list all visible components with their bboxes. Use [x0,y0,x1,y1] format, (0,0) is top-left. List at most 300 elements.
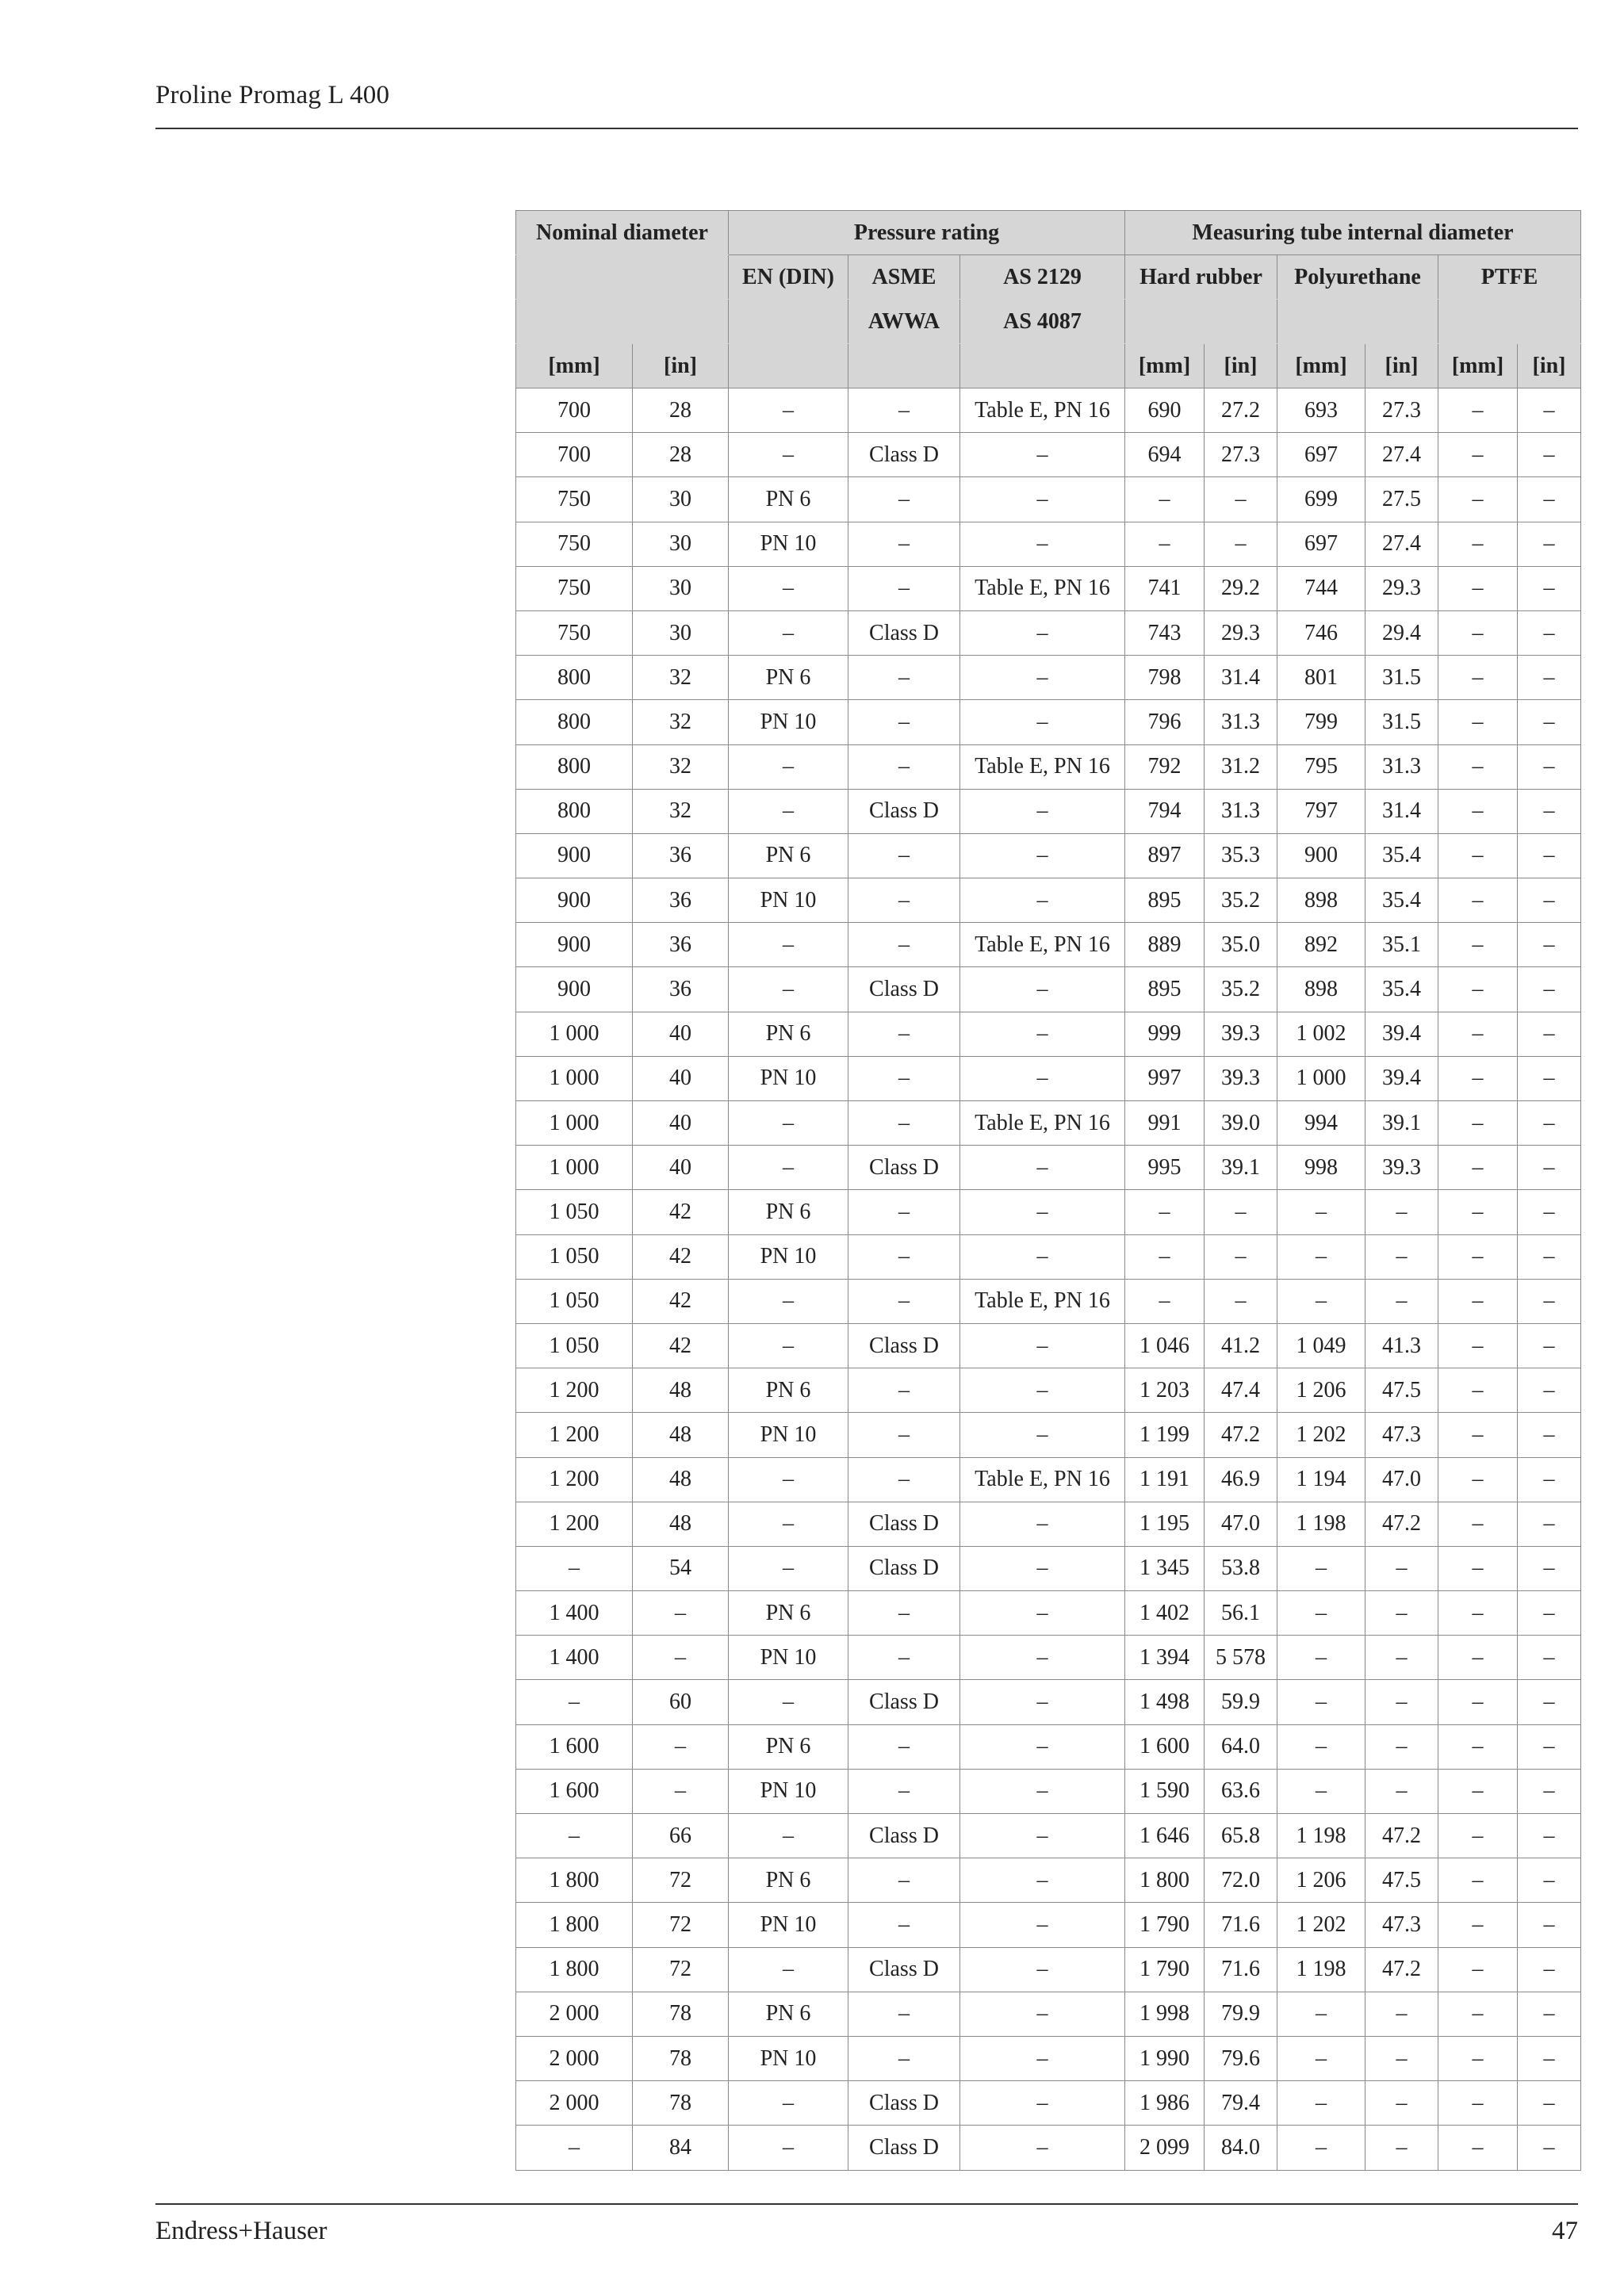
cell-asme-awwa: – [848,1992,960,2036]
cell-nominal-mm: 1 400 [516,1591,633,1636]
cell-en-din: PN 10 [729,1234,848,1279]
cell-ptfe-mm: – [1438,967,1518,1012]
cell-en-din: – [729,1146,848,1190]
cell-nominal-mm: – [516,1680,633,1724]
cell-ptfe-in: – [1518,833,1581,878]
cell-en-din: PN 6 [729,1992,848,2036]
cell-ptfe-in: – [1518,1323,1581,1368]
cell-hard-rubber-mm: – [1125,1234,1205,1279]
cell-hard-rubber-in: 47.0 [1205,1502,1277,1546]
cell-nominal-in: 78 [633,2036,729,2080]
cell-as-2129-4087: – [960,1680,1125,1724]
cell-nominal-mm: 700 [516,433,633,477]
cell-ptfe-in: – [1518,656,1581,700]
cell-ptfe-mm: – [1438,923,1518,967]
cell-polyurethane-in: 27.5 [1365,477,1438,522]
unit-nominal-mm: [mm] [516,344,633,388]
cell-nominal-mm: 800 [516,700,633,744]
table-row [516,744,1581,789]
cell-hard-rubber-mm: 694 [1125,433,1205,477]
cell-polyurethane-in: 29.4 [1365,610,1438,655]
cell-as-2129-4087: – [960,1368,1125,1413]
cell-ptfe-in: – [1518,878,1581,923]
cell-en-din: – [729,1502,848,1546]
cell-as-2129-4087: – [960,1724,1125,1769]
cell-asme-awwa: – [848,744,960,789]
cell-ptfe-in: – [1518,477,1581,522]
cell-nominal-in: 40 [633,1101,729,1146]
cell-polyurethane-mm: – [1277,1992,1365,2036]
table-row [516,566,1581,610]
cell-as-2129-4087: Table E, PN 16 [960,744,1125,789]
cell-polyurethane-mm: – [1277,1546,1365,1590]
unit-polyurethane-mm: [mm] [1277,344,1365,388]
cell-polyurethane-in: 47.3 [1365,1413,1438,1457]
cell-en-din: PN 10 [729,1413,848,1457]
header-polyurethane: Polyurethane [1277,255,1438,300]
cell-polyurethane-in: 47.5 [1365,1858,1438,1903]
cell-nominal-mm: 800 [516,744,633,789]
cell-hard-rubber-mm: 1 990 [1125,2036,1205,2080]
cell-hard-rubber-in: 39.1 [1205,1146,1277,1190]
cell-polyurethane-mm: 699 [1277,477,1365,522]
table-row [516,1680,1581,1724]
cell-ptfe-in: – [1518,1992,1581,2036]
cell-as-2129-4087: – [960,610,1125,655]
cell-nominal-in: 72 [633,1858,729,1903]
cell-as-2129-4087: – [960,1992,1125,2036]
cell-hard-rubber-in: 41.2 [1205,1323,1277,1368]
cell-hard-rubber-in: 31.3 [1205,789,1277,833]
cell-hard-rubber-mm: – [1125,522,1205,566]
cell-ptfe-mm: – [1438,1680,1518,1724]
cell-polyurethane-mm: 994 [1277,1101,1365,1146]
cell-hard-rubber-mm: – [1125,1190,1205,1234]
cell-asme-awwa: – [848,833,960,878]
unit-hard-rubber-in: [in] [1205,344,1277,388]
cell-hard-rubber-mm: 792 [1125,744,1205,789]
cell-asme-awwa: – [848,566,960,610]
cell-asme-awwa: – [848,1457,960,1502]
cell-as-2129-4087: – [960,1546,1125,1590]
cell-as-2129-4087: – [960,522,1125,566]
cell-en-din: PN 10 [729,1769,848,1813]
footer-rule [155,2203,1578,2205]
cell-nominal-mm: 750 [516,522,633,566]
cell-hard-rubber-in: 84.0 [1205,2126,1277,2170]
cell-nominal-mm: 1 050 [516,1323,633,1368]
cell-asme-awwa: – [848,1368,960,1413]
cell-polyurethane-mm: 1 000 [1277,1056,1365,1100]
cell-hard-rubber-mm: 1 800 [1125,1858,1205,1903]
unit-spacer-as [960,344,1125,388]
cell-ptfe-mm: – [1438,700,1518,744]
cell-nominal-in: 36 [633,923,729,967]
cell-polyurethane-in: – [1365,1680,1438,1724]
unit-nominal-in: [in] [633,344,729,388]
cell-hard-rubber-mm: 794 [1125,789,1205,833]
cell-polyurethane-mm: 1 002 [1277,1012,1365,1056]
cell-hard-rubber-in: 39.3 [1205,1056,1277,1100]
cell-hard-rubber-mm: 1 345 [1125,1546,1205,1590]
cell-en-din: PN 6 [729,1591,848,1636]
cell-polyurethane-in: 47.3 [1365,1903,1438,1947]
cell-hard-rubber-in: 47.2 [1205,1413,1277,1457]
cell-polyurethane-in: – [1365,2126,1438,2170]
cell-nominal-in: 40 [633,1012,729,1056]
cell-asme-awwa: Class D [848,1680,960,1724]
table-row [516,1992,1581,2036]
cell-polyurethane-mm: 1 202 [1277,1903,1365,1947]
cell-ptfe-in: – [1518,1502,1581,1546]
nominal-diameter-table [515,210,1581,2171]
cell-as-2129-4087: – [960,1146,1125,1190]
cell-hard-rubber-mm: 1 646 [1125,1814,1205,1858]
cell-nominal-mm: – [516,1546,633,1590]
cell-ptfe-mm: – [1438,656,1518,700]
table-row [516,1457,1581,1502]
unit-spacer-en [729,344,848,388]
cell-nominal-mm: 1 050 [516,1279,633,1323]
cell-nominal-mm: 2 000 [516,1992,633,2036]
cell-en-din: PN 6 [729,1724,848,1769]
cell-hard-rubber-mm: 690 [1125,388,1205,433]
cell-asme-awwa: – [848,1279,960,1323]
cell-ptfe-mm: – [1438,744,1518,789]
cell-nominal-in: 30 [633,522,729,566]
unit-ptfe-mm: [mm] [1438,344,1518,388]
cell-hard-rubber-in: 31.4 [1205,656,1277,700]
cell-asme-awwa: – [848,388,960,433]
cell-polyurethane-in: 47.2 [1365,1502,1438,1546]
table-row [516,1636,1581,1680]
cell-nominal-in: 48 [633,1413,729,1457]
cell-polyurethane-in: 41.3 [1365,1323,1438,1368]
cell-nominal-in: 42 [633,1323,729,1368]
cell-hard-rubber-mm: 796 [1125,700,1205,744]
page-number: 47 [1552,2217,1578,2245]
cell-asme-awwa: – [848,1858,960,1903]
cell-polyurethane-mm: – [1277,1591,1365,1636]
cell-polyurethane-in: 47.5 [1365,1368,1438,1413]
cell-en-din: – [729,1947,848,1992]
header-awwa: AWWA [848,300,960,344]
cell-hard-rubber-mm: 995 [1125,1146,1205,1190]
cell-hard-rubber-mm: 1 498 [1125,1680,1205,1724]
table-body [516,388,1581,2171]
cell-polyurethane-mm: – [1277,1680,1365,1724]
cell-nominal-mm: 900 [516,878,633,923]
cell-polyurethane-mm: 1 202 [1277,1413,1365,1457]
cell-en-din: – [729,1101,848,1146]
cell-hard-rubber-in: 53.8 [1205,1546,1277,1590]
cell-nominal-in: 48 [633,1368,729,1413]
cell-polyurethane-mm: – [1277,2081,1365,2126]
cell-asme-awwa: – [848,1101,960,1146]
cell-asme-awwa: Class D [848,1323,960,1368]
cell-polyurethane-mm: 697 [1277,433,1365,477]
cell-polyurethane-in: 35.4 [1365,878,1438,923]
header-hard-rubber: Hard rubber [1125,255,1277,300]
cell-hard-rubber-mm: 991 [1125,1101,1205,1146]
cell-hard-rubber-mm: 999 [1125,1012,1205,1056]
cell-as-2129-4087: – [960,967,1125,1012]
cell-hard-rubber-in: – [1205,1190,1277,1234]
cell-ptfe-in: – [1518,1146,1581,1190]
cell-ptfe-mm: – [1438,1413,1518,1457]
table-row [516,923,1581,967]
cell-polyurethane-mm: 799 [1277,700,1365,744]
cell-en-din: PN 10 [729,2036,848,2080]
cell-polyurethane-mm: 892 [1277,923,1365,967]
cell-polyurethane-in: – [1365,1724,1438,1769]
cell-en-din: – [729,566,848,610]
cell-asme-awwa: Class D [848,2126,960,2170]
cell-ptfe-in: – [1518,923,1581,967]
table-row [516,1413,1581,1457]
cell-polyurethane-in: 31.5 [1365,656,1438,700]
cell-hard-rubber-mm: 1 046 [1125,1323,1205,1368]
cell-polyurethane-mm: 898 [1277,967,1365,1012]
cell-nominal-in: 84 [633,2126,729,2170]
cell-en-din: PN 10 [729,1903,848,1947]
cell-asme-awwa: Class D [848,610,960,655]
cell-ptfe-in: – [1518,610,1581,655]
table-row [516,967,1581,1012]
cell-en-din: PN 6 [729,833,848,878]
cell-hard-rubber-mm: 1 986 [1125,2081,1205,2126]
cell-ptfe-mm: – [1438,477,1518,522]
cell-polyurethane-in: – [1365,1190,1438,1234]
cell-en-din: PN 10 [729,878,848,923]
cell-ptfe-in: – [1518,789,1581,833]
cell-asme-awwa: – [848,700,960,744]
cell-en-din: PN 10 [729,700,848,744]
table-row [516,1814,1581,1858]
cell-ptfe-in: – [1518,2081,1581,2126]
cell-nominal-in: 32 [633,744,729,789]
cell-as-2129-4087: – [960,1234,1125,1279]
cell-asme-awwa: Class D [848,1546,960,1590]
cell-as-2129-4087: – [960,1814,1125,1858]
cell-nominal-mm: 1 000 [516,1056,633,1100]
cell-hard-rubber-in: 27.3 [1205,433,1277,477]
cell-ptfe-in: – [1518,2126,1581,2170]
table-row [516,1724,1581,1769]
cell-ptfe-mm: – [1438,1368,1518,1413]
cell-en-din: PN 6 [729,1012,848,1056]
cell-nominal-in: 32 [633,700,729,744]
cell-ptfe-mm: – [1438,1903,1518,1947]
cell-asme-awwa: Class D [848,1814,960,1858]
table-row [516,1947,1581,1992]
cell-hard-rubber-in: 35.3 [1205,833,1277,878]
cell-nominal-in: 40 [633,1146,729,1190]
cell-polyurethane-mm: 1 198 [1277,1947,1365,1992]
cell-polyurethane-mm: – [1277,1234,1365,1279]
cell-asme-awwa: – [848,1234,960,1279]
cell-polyurethane-in: 31.3 [1365,744,1438,789]
cell-ptfe-mm: – [1438,1858,1518,1903]
cell-ptfe-in: – [1518,1101,1581,1146]
cell-polyurethane-mm: 746 [1277,610,1365,655]
cell-hard-rubber-mm: 1 203 [1125,1368,1205,1413]
table-row [516,1234,1581,1279]
cell-ptfe-mm: – [1438,1814,1518,1858]
cell-nominal-mm: 700 [516,388,633,433]
cell-hard-rubber-mm: – [1125,477,1205,522]
cell-polyurethane-mm: 795 [1277,744,1365,789]
cell-ptfe-in: – [1518,744,1581,789]
table-row [516,2126,1581,2170]
cell-ptfe-in: – [1518,1947,1581,1992]
header-as2129: AS 2129 [960,255,1125,300]
cell-asme-awwa: – [848,1591,960,1636]
cell-asme-awwa: – [848,878,960,923]
document-title: Proline Promag L 400 [155,81,390,109]
cell-asme-awwa: Class D [848,1947,960,1992]
cell-polyurethane-in: 35.1 [1365,923,1438,967]
cell-polyurethane-in: – [1365,2036,1438,2080]
cell-en-din: – [729,2081,848,2126]
cell-nominal-in: 60 [633,1680,729,1724]
cell-nominal-mm: 900 [516,923,633,967]
cell-ptfe-mm: – [1438,2081,1518,2126]
cell-en-din: – [729,1457,848,1502]
cell-hard-rubber-mm: 1 402 [1125,1591,1205,1636]
cell-polyurethane-in: 39.1 [1365,1101,1438,1146]
cell-asme-awwa: Class D [848,789,960,833]
cell-asme-awwa: – [848,656,960,700]
cell-hard-rubber-mm: – [1125,1279,1205,1323]
cell-as-2129-4087: – [960,2036,1125,2080]
cell-nominal-mm: 1 600 [516,1724,633,1769]
cell-polyurethane-in: 47.2 [1365,1947,1438,1992]
cell-hard-rubber-in: 59.9 [1205,1680,1277,1724]
table-header [516,211,1581,388]
cell-ptfe-mm: – [1438,1279,1518,1323]
cell-nominal-in: 40 [633,1056,729,1100]
table-row [516,477,1581,522]
cell-hard-rubber-in: 39.3 [1205,1012,1277,1056]
cell-ptfe-in: – [1518,1546,1581,1590]
cell-hard-rubber-in: 47.4 [1205,1368,1277,1413]
header-hard-rubber-spacer [1125,300,1277,344]
cell-hard-rubber-mm: 1 195 [1125,1502,1205,1546]
cell-nominal-mm: 1 800 [516,1947,633,1992]
cell-en-din: PN 6 [729,1368,848,1413]
cell-nominal-mm: 2 000 [516,2036,633,2080]
cell-as-2129-4087: – [960,2081,1125,2126]
cell-as-2129-4087: Table E, PN 16 [960,566,1125,610]
cell-polyurethane-in: 27.4 [1365,522,1438,566]
cell-nominal-in: 42 [633,1234,729,1279]
cell-nominal-in: – [633,1636,729,1680]
cell-ptfe-mm: – [1438,833,1518,878]
header-en-din: EN (DIN) [729,255,848,300]
cell-nominal-mm: 2 000 [516,2081,633,2126]
cell-hard-rubber-mm: 1 998 [1125,1992,1205,2036]
cell-en-din: – [729,388,848,433]
cell-ptfe-in: – [1518,1724,1581,1769]
cell-ptfe-in: – [1518,433,1581,477]
cell-nominal-mm: 1 200 [516,1368,633,1413]
cell-ptfe-mm: – [1438,1992,1518,2036]
table-row [516,1279,1581,1323]
cell-asme-awwa: – [848,1012,960,1056]
cell-as-2129-4087: – [960,1413,1125,1457]
cell-nominal-in: 32 [633,656,729,700]
header-en-spacer [729,300,848,344]
cell-ptfe-in: – [1518,522,1581,566]
cell-nominal-in: 36 [633,967,729,1012]
table-row [516,1502,1581,1546]
cell-as-2129-4087: – [960,1947,1125,1992]
cell-en-din: PN 10 [729,522,848,566]
cell-hard-rubber-in: 29.3 [1205,610,1277,655]
cell-en-din: – [729,1680,848,1724]
cell-nominal-mm: 900 [516,833,633,878]
cell-polyurethane-mm: 697 [1277,522,1365,566]
cell-ptfe-mm: – [1438,1502,1518,1546]
cell-hard-rubber-in: – [1205,1234,1277,1279]
cell-ptfe-in: – [1518,2036,1581,2080]
cell-asme-awwa: Class D [848,1502,960,1546]
cell-hard-rubber-mm: 889 [1125,923,1205,967]
cell-asme-awwa: – [848,477,960,522]
cell-ptfe-mm: – [1438,2036,1518,2080]
cell-ptfe-in: – [1518,1457,1581,1502]
table-row [516,610,1581,655]
cell-hard-rubber-in: 64.0 [1205,1724,1277,1769]
cell-ptfe-mm: – [1438,1234,1518,1279]
cell-en-din: PN 10 [729,1636,848,1680]
cell-ptfe-mm: – [1438,1012,1518,1056]
table-row [516,2081,1581,2126]
cell-nominal-in: 78 [633,2081,729,2126]
cell-asme-awwa: – [848,1724,960,1769]
cell-as-2129-4087: – [960,833,1125,878]
table-row [516,1146,1581,1190]
cell-ptfe-in: – [1518,1056,1581,1100]
cell-polyurethane-in: 27.4 [1365,433,1438,477]
cell-polyurethane-mm: – [1277,2126,1365,2170]
cell-nominal-in: 42 [633,1279,729,1323]
cell-nominal-mm: 1 200 [516,1457,633,1502]
cell-as-2129-4087: – [960,2126,1125,2170]
cell-polyurethane-in: 29.3 [1365,566,1438,610]
cell-ptfe-mm: – [1438,1591,1518,1636]
cell-nominal-in: – [633,1724,729,1769]
cell-ptfe-in: – [1518,1012,1581,1056]
table-row [516,1323,1581,1368]
cell-as-2129-4087: – [960,878,1125,923]
table-row [516,1368,1581,1413]
cell-asme-awwa: – [848,1636,960,1680]
cell-hard-rubber-in: 56.1 [1205,1591,1277,1636]
header-as4087: AS 4087 [960,300,1125,344]
cell-hard-rubber-mm: 997 [1125,1056,1205,1100]
cell-polyurethane-in: – [1365,2081,1438,2126]
cell-as-2129-4087: – [960,1190,1125,1234]
cell-as-2129-4087: – [960,1323,1125,1368]
cell-polyurethane-mm: 744 [1277,566,1365,610]
cell-hard-rubber-mm: 897 [1125,833,1205,878]
cell-en-din: PN 6 [729,1190,848,1234]
cell-ptfe-in: – [1518,566,1581,610]
cell-polyurethane-mm: 797 [1277,789,1365,833]
cell-hard-rubber-mm: 798 [1125,656,1205,700]
